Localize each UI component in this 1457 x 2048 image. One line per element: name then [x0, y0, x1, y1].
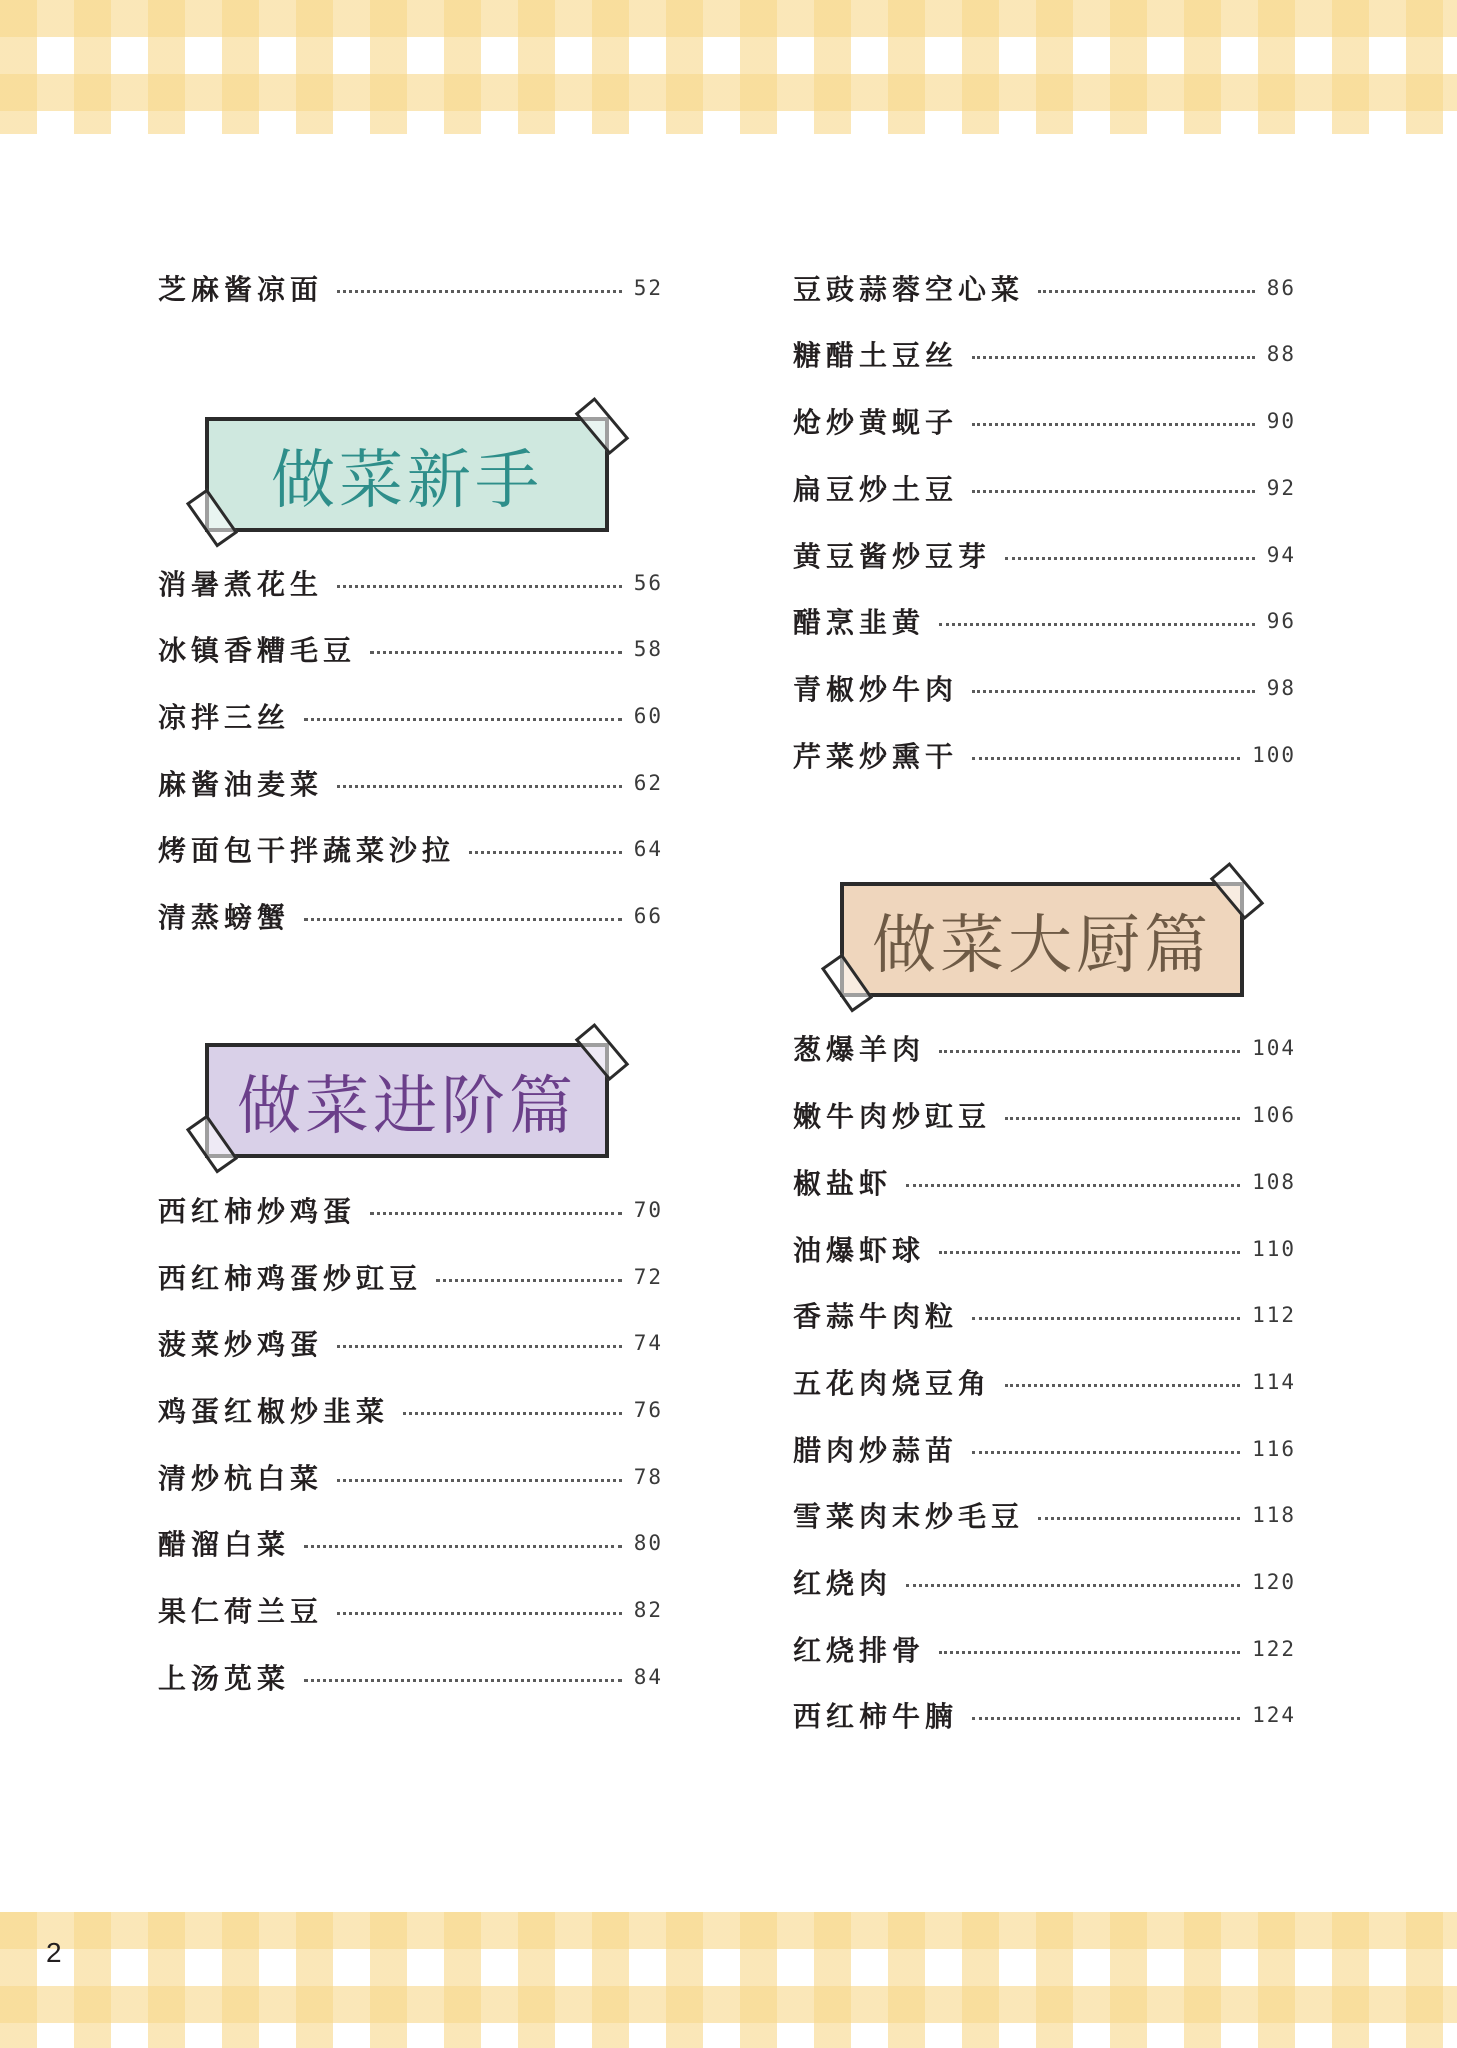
toc-entry[interactable] [158, 761, 663, 805]
toc-entry-page: 96 [1266, 609, 1296, 633]
toc-entry-page: 114 [1252, 1370, 1296, 1394]
leader-dots [337, 1345, 622, 1348]
toc-entry-page: 62 [633, 771, 663, 795]
toc-entry[interactable] [793, 266, 1296, 310]
toc-entry[interactable] [793, 1560, 1296, 1604]
toc-entry[interactable] [793, 733, 1296, 777]
leader-dots [972, 1717, 1240, 1720]
toc-entry-title: 清炒杭白菜 [158, 1462, 324, 1495]
toc-entry-title: 糖醋土豆丝 [793, 339, 959, 372]
toc-entry-title: 菠菜炒鸡蛋 [158, 1328, 324, 1361]
toc-entry-title: 凉拌三丝 [158, 701, 291, 734]
leader-dots [939, 1651, 1240, 1654]
toc-entry[interactable] [158, 1588, 663, 1632]
section-heading: 做菜进阶篇 [237, 1069, 577, 1144]
leader-dots [1005, 1384, 1240, 1387]
section-banner-master [840, 872, 1260, 1010]
toc-entry-title: 鸡蛋红椒炒韭菜 [158, 1395, 390, 1428]
leader-dots [1038, 1517, 1240, 1520]
toc-entry[interactable] [158, 694, 663, 738]
toc-entry-title: 烤面包干拌蔬菜沙拉 [158, 834, 456, 867]
toc-entry[interactable] [158, 1255, 663, 1299]
toc-entry-title: 青椒炒牛肉 [793, 673, 959, 706]
leader-dots [906, 1584, 1240, 1587]
toc-entry-page: 86 [1266, 276, 1296, 300]
toc-entry[interactable] [158, 827, 663, 871]
toc-entry-page: 66 [633, 904, 663, 928]
toc-entry-page: 116 [1252, 1437, 1296, 1461]
leader-dots [337, 785, 622, 788]
toc-entry-page: 64 [633, 837, 663, 861]
leader-dots [972, 1317, 1240, 1320]
toc-entry-page: 118 [1252, 1503, 1296, 1527]
toc-entry-page: 80 [633, 1531, 663, 1555]
toc-entry-page: 60 [633, 704, 663, 728]
leader-dots [939, 623, 1255, 626]
toc-entry-title: 油爆虾球 [793, 1234, 926, 1267]
toc-entry-page: 76 [633, 1398, 663, 1422]
toc-entry[interactable] [158, 1521, 663, 1565]
toc-entry-title: 芹菜炒熏干 [793, 740, 959, 773]
toc-entry-title: 上汤苋菜 [158, 1662, 291, 1695]
leader-dots [436, 1279, 622, 1282]
leader-dots [939, 1050, 1240, 1053]
leader-dots [304, 718, 622, 721]
toc-entry-page: 74 [633, 1331, 663, 1355]
leader-dots [972, 423, 1255, 426]
toc-entry-title: 芝麻酱凉面 [158, 273, 324, 306]
leader-dots [337, 1479, 622, 1482]
toc-entry-page: 100 [1252, 743, 1296, 767]
toc-entry[interactable] [793, 1627, 1296, 1671]
toc-entry-page: 56 [633, 571, 663, 595]
toc-entry[interactable] [158, 894, 663, 938]
toc-entry-page: 52 [633, 276, 663, 300]
toc-entry-page: 108 [1252, 1170, 1296, 1194]
toc-entry-title: 炝炒黄蚬子 [793, 406, 959, 439]
toc-entry-title: 麻酱油麦菜 [158, 768, 324, 801]
leader-dots [337, 1612, 622, 1615]
toc-entry[interactable] [793, 533, 1296, 577]
toc-entry-page: 78 [633, 1465, 663, 1489]
toc-entry-title: 红烧肉 [793, 1567, 893, 1600]
leader-dots [972, 356, 1255, 359]
gingham-top-border [0, 0, 1457, 134]
toc-entry[interactable] [793, 1093, 1296, 1137]
leader-dots [1005, 1117, 1240, 1120]
toc-entry-title: 醋溜白菜 [158, 1528, 291, 1561]
toc-entry-title: 雪菜肉末炒毛豆 [793, 1500, 1025, 1533]
leader-dots [337, 290, 622, 293]
toc-entry-page: 112 [1252, 1303, 1296, 1327]
toc-entry[interactable] [793, 1493, 1296, 1537]
toc-entry-title: 红烧排骨 [793, 1634, 926, 1667]
toc-entry-page: 120 [1252, 1570, 1296, 1594]
toc-entry[interactable] [158, 1321, 663, 1365]
toc-entry-title: 豆豉蒜蓉空心菜 [793, 273, 1025, 306]
leader-dots [1038, 290, 1255, 293]
banner-box [205, 1043, 609, 1158]
toc-entry[interactable] [793, 1227, 1296, 1271]
toc-entry[interactable] [793, 599, 1296, 643]
toc-entry-title: 葱爆羊肉 [793, 1033, 926, 1066]
section-banner-advanced [205, 1033, 625, 1171]
gingham-bottom-border [0, 1912, 1457, 2048]
toc-entry-title: 西红柿炒鸡蛋 [158, 1195, 357, 1228]
toc-entry-page: 98 [1266, 676, 1296, 700]
toc-entry[interactable] [793, 1026, 1296, 1070]
leader-dots [337, 585, 622, 588]
toc-entry[interactable] [793, 466, 1296, 510]
leader-dots [370, 1212, 622, 1215]
toc-entry[interactable] [158, 1188, 663, 1232]
leader-dots [304, 1679, 622, 1682]
toc-entry[interactable] [793, 1427, 1296, 1471]
leader-dots [906, 1184, 1240, 1187]
toc-entry-page: 88 [1266, 342, 1296, 366]
toc-entry-page: 90 [1266, 409, 1296, 433]
leader-dots [469, 851, 622, 854]
section-heading: 做菜新手 [271, 443, 543, 518]
toc-entry-title: 清蒸螃蟹 [158, 901, 291, 934]
toc-entry-page: 94 [1266, 543, 1296, 567]
toc-entry-title: 冰镇香糟毛豆 [158, 634, 357, 667]
toc-entry-title: 香蒜牛肉粒 [793, 1300, 959, 1333]
toc-entry-page: 58 [633, 637, 663, 661]
toc-entry[interactable] [793, 332, 1296, 376]
toc-entry-title: 腊肉炒蒜苗 [793, 1434, 959, 1467]
toc-entry[interactable] [793, 1693, 1296, 1737]
toc-entry-page: 124 [1252, 1703, 1296, 1727]
leader-dots [972, 1451, 1240, 1454]
section-banner-beginner [205, 407, 625, 545]
toc-entry[interactable] [158, 1455, 663, 1499]
section-heading: 做菜大厨篇 [872, 908, 1212, 983]
toc-entry-page: 70 [633, 1198, 663, 1222]
toc-entry[interactable] [793, 1360, 1296, 1404]
leader-dots [304, 918, 622, 921]
toc-entry[interactable] [793, 1293, 1296, 1337]
toc-entry-page: 92 [1266, 476, 1296, 500]
toc-entry-title: 消暑煮花生 [158, 568, 324, 601]
leader-dots [403, 1412, 622, 1415]
toc-entry-page: 84 [633, 1665, 663, 1689]
toc-entry-title: 嫩牛肉炒豇豆 [793, 1100, 992, 1133]
toc-entry-page: 104 [1252, 1036, 1296, 1060]
toc-entry-title: 扁豆炒土豆 [793, 473, 959, 506]
toc-entry-title: 西红柿牛腩 [793, 1700, 959, 1733]
leader-dots [370, 651, 622, 654]
toc-entry-page: 82 [633, 1598, 663, 1622]
toc-entry-page: 110 [1252, 1237, 1296, 1261]
page-number: 2 [46, 1937, 62, 1968]
toc-entry-title: 果仁荷兰豆 [158, 1595, 324, 1628]
leader-dots [939, 1251, 1240, 1254]
leader-dots [972, 690, 1255, 693]
toc-entry[interactable] [793, 666, 1296, 710]
banner-box [205, 417, 609, 532]
toc-entry-title: 西红柿鸡蛋炒豇豆 [158, 1262, 423, 1295]
toc-entry-page: 72 [633, 1265, 663, 1289]
leader-dots [972, 490, 1255, 493]
toc-entry-page: 106 [1252, 1103, 1296, 1127]
toc-entry-title: 五花肉烧豆角 [793, 1367, 992, 1400]
toc-entry[interactable] [158, 266, 663, 310]
toc-entry[interactable] [158, 1388, 663, 1432]
toc-entry[interactable] [158, 627, 663, 671]
toc-entry[interactable] [793, 1160, 1296, 1204]
leader-dots [972, 757, 1240, 760]
toc-entry[interactable] [158, 1655, 663, 1699]
leader-dots [304, 1545, 622, 1548]
toc-entry-page: 122 [1252, 1637, 1296, 1661]
toc-entry-title: 黄豆酱炒豆芽 [793, 540, 992, 573]
leader-dots [1005, 557, 1255, 560]
toc-entry[interactable] [793, 399, 1296, 443]
banner-box [840, 882, 1244, 997]
toc-entry-title: 醋烹韭黄 [793, 606, 926, 639]
toc-entry[interactable] [158, 561, 663, 605]
toc-entry-title: 椒盐虾 [793, 1167, 893, 1200]
